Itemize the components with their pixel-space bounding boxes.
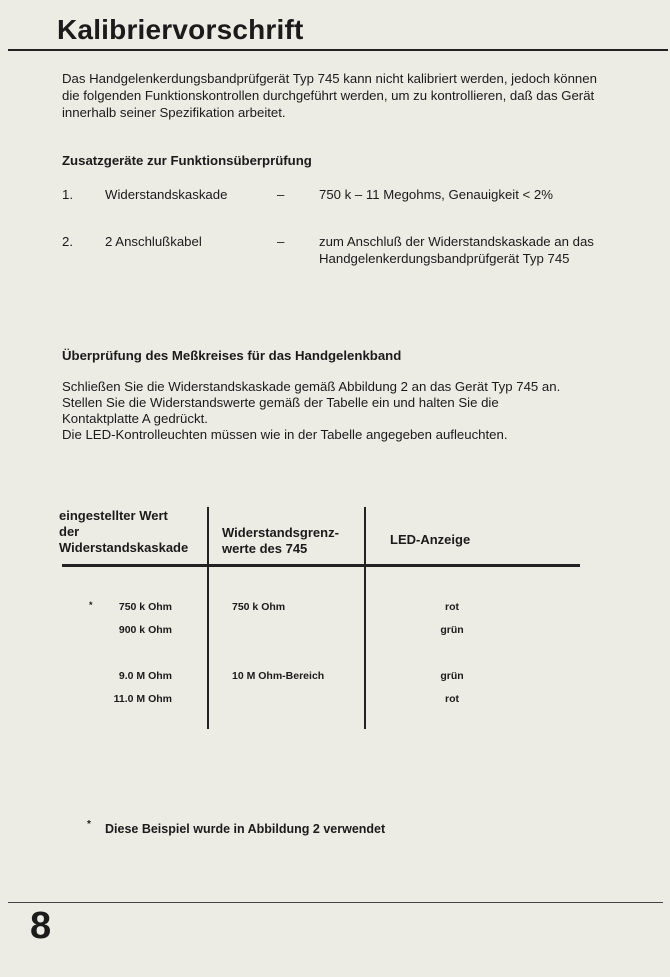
header-line: Widerstandsgrenz-: [222, 525, 339, 540]
cell-setpoint: 11.0 M Ohm: [113, 693, 172, 705]
intro-paragraph: Das Handgelenkerdungsbandprüfgerät Typ 745 kann nicht kalibriert werden, jedoch können die folgenden Funktionskontrollen durchgeführt werden, um zu kontrollieren, daß das Gerät innerhalb seiner Spezifikation arbeitet.: [62, 71, 597, 120]
cell-setpoint: 750 k Ohm: [118, 601, 172, 613]
cell-led: grün: [440, 670, 464, 682]
header-line: Widerstandskaskade: [59, 540, 189, 555]
header-line: der: [59, 524, 80, 539]
cell-setpoint: 9.0 M Ohm: [118, 670, 172, 682]
footer-rule: [8, 902, 663, 903]
measurement-heading: Überprüfung des Meßkreises für das Handgelenkband: [62, 348, 402, 363]
cell-led: grün: [440, 624, 464, 636]
title-underline: [8, 49, 668, 51]
table-header-led: LED-Anzeige: [390, 532, 471, 547]
cell-setpoint: 900 k Ohm: [118, 624, 172, 636]
footnote-marker: *: [87, 819, 91, 830]
item-description: zum Anschluß der Widerstandskaskade an das Handgelenkerdungsbandprüfgerät Typ 745: [319, 234, 594, 266]
item-description: 750 k – 11 Megohms, Genauigkeit < 2%: [319, 187, 553, 202]
table-header-rule: [62, 564, 580, 567]
table-divider-1: [207, 507, 209, 729]
table-header-setpoint: [59, 508, 188, 556]
cell-limit: 750 k Ohm: [232, 601, 286, 613]
page-title: Kalibriervorschrift: [57, 14, 304, 45]
page-number: 8: [30, 905, 52, 947]
item-number: 2.: [62, 234, 73, 249]
equipment-heading: Zusatzgeräte zur Funktionsüberprüfung: [62, 153, 312, 168]
item-dash: –: [277, 234, 285, 249]
example-marker: *: [89, 600, 93, 610]
item-number: 1.: [62, 187, 73, 202]
instruction-line: Stellen Sie die Widerstandswerte gemäß der Tabelle ein und halten Sie die: [62, 395, 499, 410]
instruction-line: Kontaktplatte A gedrückt.: [62, 411, 208, 426]
header-line: eingestellter Wert: [59, 508, 168, 523]
cell-led: rot: [445, 693, 459, 705]
item-dash: –: [277, 187, 285, 202]
instruction-line: Die LED-Kontrolleuchten müssen wie in der Tabelle angegeben aufleuchten.: [62, 427, 508, 442]
cell-led: rot: [445, 601, 459, 613]
header-line: werte des 745: [222, 541, 308, 556]
cell-limit: 10 M Ohm-Bereich: [232, 670, 325, 682]
item-name: Widerstandskaskade: [105, 187, 228, 202]
measurement-instructions: [62, 379, 622, 443]
instruction-line: Schließen Sie die Widerstandskaskade gemäß Abbildung 2 an das Gerät Typ 745 an.: [62, 379, 561, 394]
item-name: 2 Anschlußkabel: [105, 234, 202, 249]
table-divider-2: [364, 507, 366, 729]
table-header-limits: [222, 525, 339, 557]
footnote-text: Diese Beispiel wurde in Abbildung 2 verwendet: [105, 822, 386, 836]
